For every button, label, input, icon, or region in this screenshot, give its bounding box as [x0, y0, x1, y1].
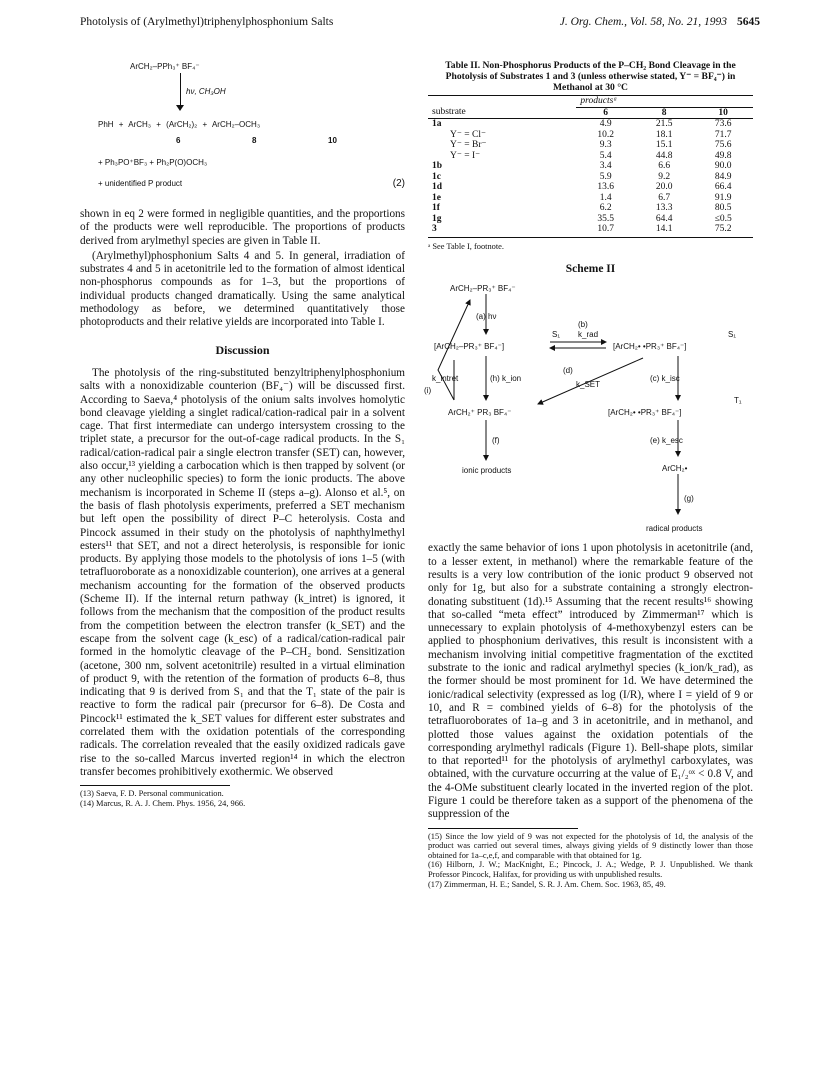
table-cell: 1.4	[599, 192, 612, 203]
footnote-rule	[428, 828, 578, 829]
scheme-t1-label: T₁	[734, 396, 742, 406]
table-cell-substrate: Y⁻ = Cl⁻	[450, 129, 486, 140]
table-cell: 13.6	[597, 182, 614, 192]
scheme-ion-pair: ArCH₂⁺ PR₃ BF₄⁻	[448, 408, 512, 418]
table-header: 8	[661, 107, 667, 118]
journal-citation: J. Org. Chem., Vol. 58, No. 21, 1993 5645	[559, 16, 760, 28]
table-row	[428, 161, 753, 172]
right-column	[424, 60, 753, 889]
table-cell: 20.0	[655, 182, 673, 192]
table-cell: 4.9	[599, 119, 612, 129]
scheme-radical-products: radical products	[646, 524, 703, 534]
table-row	[428, 224, 753, 235]
table-cell: 9.2	[658, 171, 671, 182]
table-row	[428, 119, 753, 130]
table-cell: 71.7	[714, 129, 732, 140]
footnote: (17) Zimmerman, H. E.; Sandel, S. R. J. Am. Chem. Soc. 1963, 85, 49.	[428, 879, 666, 889]
scheme-step-d: (d)	[563, 366, 573, 376]
table-cell: 44.8	[655, 150, 673, 161]
table-cell-substrate: Y⁻ = Br⁻	[450, 140, 487, 150]
scheme-step-e: (e) k_esc	[650, 436, 683, 446]
scheme-step-b: (b)	[578, 320, 588, 330]
table-header: 10	[718, 107, 728, 118]
table-cell: 91.9	[714, 192, 732, 203]
table-cell-substrate: 1g	[432, 213, 442, 224]
footnote: (16) Hilborn, J. W.; MacKnight, E.; Pincock, J. A.; Wedge, P. J. Unpublished. We thank Professor Pincock, Halifax, for providing us with unpublished results.	[428, 860, 753, 879]
scheme-substrate: ArCH₂–PR₃⁺ BF₄⁻	[450, 284, 516, 294]
eq2-reactant: ArCH₂–PPh₃⁺ BF₄⁻	[130, 62, 200, 71]
left-column	[80, 60, 405, 808]
table-cell: 6.7	[658, 192, 671, 203]
table-cell: 15.1	[655, 140, 673, 150]
scheme-kintret: k_intret	[432, 374, 459, 384]
scheme-step-a: (a) hν	[476, 312, 497, 322]
table-cell: 75.6	[714, 140, 732, 150]
table-cell: 75.2	[714, 224, 732, 234]
table-cell: 66.4	[714, 182, 732, 192]
section-heading: Discussion	[215, 342, 270, 357]
table-cell: 3.4	[599, 161, 612, 171]
table-cell: 5.4	[599, 150, 612, 161]
scheme-s1-label: S₁	[552, 330, 561, 340]
table-cell: 9.3	[599, 140, 612, 150]
table-cell: 6.6	[658, 161, 671, 171]
eq2-products-2: + Ph₃PO⁺BF₃ + Ph₂P(O)OCH₃	[98, 158, 208, 167]
running-header	[80, 16, 760, 34]
table-cell-substrate: 1f	[432, 203, 440, 213]
running-title: Photolysis of (Arylmethyl)triphenylphosphonium Salts	[80, 16, 334, 28]
table-cell-substrate: 1d	[432, 182, 443, 192]
table-cell: 10.7	[597, 224, 614, 234]
table-row	[428, 203, 753, 214]
table-2	[428, 95, 753, 235]
scheme-step-h: (h) k_ion	[490, 374, 522, 384]
footnote: (13) Saeva, F. D. Personal communication.	[80, 789, 224, 799]
footnote: (14) Marcus, R. A. J. Chem. Phys. 1956, 24, 966.	[80, 798, 246, 808]
table-cell: 90.0	[714, 161, 732, 171]
equation-2	[80, 60, 405, 208]
table-row	[428, 151, 753, 162]
scheme-krad: k_rad	[578, 330, 599, 340]
table-cell: 49.8	[714, 150, 732, 161]
footnote-rule	[80, 785, 230, 786]
table-cell-substrate: 1e	[432, 192, 441, 203]
table-cell: 73.6	[714, 119, 732, 129]
scheme-s1-label: S₁	[728, 330, 737, 340]
scheme-s1-radical-pair: [ArCH₂• •PR₃⁺ BF₄⁻]	[613, 342, 687, 352]
table-cell-substrate: 3	[432, 224, 437, 234]
paragraph: The photolysis of the ring-substituted benzyltriphenylphosphonium salts with a nonoxidizable counterion (BF₄⁻) will be discussed first. According to Saeva,⁴ photolysis of the onium salts involves homolytic bond cleavage yielding a singlet radical/cation-radical pair in a solvent cage. That first intermediate can undergo intersystem crossing to the triplet state, a precursor for the out-of-cage radical products. In the S₁ radical/cation-radical pair a single electron transfer (SET) can, however, also occur,¹³ yielding a carbocation which is then trapped by solvent (or any other nucleophilic species) to form the ionic products. The above mechanism is incorporated in Scheme II (steps a–g). Alonso et al.⁵, on the basis of flash photolysis experiments, preferred a SET mechanism but left open the possibility of direct P–C heterolysis. Costa and Pincock assumed in their study on the photolysis of naphthylmethyl esters¹¹ that SET, and not a direct heterolysis, is responsible for ionic products. By applying those models to the photolysis of ions 1–5 (with tetrafluoroborate as a nonoxidizable counterion), one arrives at a general mechanism accounting for the formation of the observed products (Scheme II). If the internal return pathway (k_intret) is ignored, it follows from the mechanism that the composition of the product results from the competition between the electron transfer (k_SET) and the escape from the solvent cage (k_esc) of a radical/cation-radical pair formed in the homolytic cleavage of the P–CH₂ bond. Sensitization (acetone, 300 nm, solvent acetonitrile) resulted in a virtual elimination of product 9, with the retention of the formation of products 6–8, thus indicating that 9 is derived from S₁ and that the T₁ state of the pair is reactive to form the radical pair (precursor for 6–8). De Costa and Pincock¹¹ estimated the k_SET values for different ester substrates and correlated them with the oxidation potentials of the corresponding radicals. The correlation revealed that the easily oxidized radicals gave rise to the so-called Marcus inverted region¹⁴ in which the electron transfer becomes prohibitively exothermic. We observed	[80, 366, 405, 778]
paragraph: exactly the same behavior of ions 1 upon photolysis in acetonitrile (and, to a lesser extent, in methanol) where the remarkable feature of the results is a very low contribution of the ionic product 9 observed not only for 1g, but also for a substrate containing a strongly electron-donating substituent (1d).¹⁵ Assuming that the recent results¹⁶ showing that so-called “meta effect” introduced by Zimmerman¹⁷ which is unnecessary to explain photolysis of 4-methoxybenzyl esters can be applied to phosphonium derivatives, this result is inconsistent with a mechanism involving initial competitive fragmentation of the exctited substrate to the ionic and radical arylmethyl species (k_ion/k_rad), as the former should be most prominent for 1d. We have determined the ionic/radical selectivity (expressed as log (I/R), where I = yield of 9 or 10, and R = combined yields of 6–8) for the photolysis of the tetrafluoroborates of 1a–g and 3 in acetonitrile, and in methanol, and plotted those values against the oxidation potentials of the corresponding arylmethyl radicals (Figure 1). Bell-shape plots, similar to that reported¹¹ for the photolysis of arylmethyl carboxylates, was obtained, with the curvature occurring at the value of E₁/₂ᵒˣ < 0.8 V, and the 4-OMe substituent clearly located in the inverted region of the plot. Figure 1 could be therefore taken as a support of the phenomena of the suppression of the	[428, 542, 753, 821]
table-cell: 14.1	[655, 224, 673, 234]
table-cell-substrate: 1b	[432, 161, 443, 171]
scheme-t1-pair: [ArCH₂• •PR₃⁺ BF₄⁻]	[608, 408, 682, 418]
eq2-condition: hν, CH₃OH	[186, 87, 226, 96]
table-row	[428, 140, 753, 151]
table-cell: 84.9	[714, 171, 732, 182]
paragraph: shown in eq 2 were formed in negligible quantities, and the proportions of the products were well reproducible. The proportions of products derived from arylmethyl species are given in Table II.	[80, 208, 405, 247]
eq2-arrowhead	[176, 105, 184, 111]
table-cell: 64.4	[655, 213, 673, 224]
scheme-arylmethyl-radical: ArCH₂•	[662, 464, 688, 474]
scheme-step-f: (f)	[492, 436, 500, 446]
table-row	[428, 182, 753, 193]
scheme-ionic-products: ionic products	[462, 466, 512, 476]
scheme-2	[424, 280, 753, 542]
table-cell-substrate: 1c	[432, 171, 441, 182]
table-cell: 80.5	[714, 203, 732, 213]
table-cell: 21.5	[655, 119, 673, 129]
table-cell: 6.2	[599, 203, 612, 213]
page-number: 5645	[737, 16, 760, 28]
table-row	[428, 172, 753, 183]
eq2-arrow	[180, 73, 181, 109]
paragraph: (Arylmethyl)phosphonium Salts 4 and 5. In general, irradiation of substrates 4 and 5 in acetonitrile led to the formation of almost identical non-phosphorus compounds as for 1–3, but the proportions of individual products changed dramatically. Using the same analytical methodology as before, we determined quantitatively those photoproducts and their relative yields are incorporated into Table I.	[80, 249, 405, 329]
eq2-label: (2)	[392, 178, 405, 189]
table-cell: 35.5	[597, 213, 614, 224]
scheme-title: Scheme II	[565, 263, 616, 276]
table-header: 6	[603, 107, 609, 118]
eq2-products: PhH + ArCH₃ + (ArCH₂)₂ + ArCH₂–OCH₃	[98, 120, 261, 129]
footnote: (15) Since the low yield of 9 was not expected for the photolysis of 1d, the analysis of the product was carried out several times, always giving yields of 9 distinctly lower than those obtained for 1a–c,e,f, and comparable with that obtained for 1g.	[428, 831, 753, 860]
scheme-step-g: (g)	[684, 494, 694, 504]
table-cell: 10.2	[597, 129, 614, 140]
table-footnote: ᵃ See Table I, footnote.	[428, 241, 504, 251]
scheme-step-i: (i)	[424, 386, 432, 396]
table-row	[428, 130, 753, 141]
table-row	[428, 193, 753, 204]
table-group-header: productsᵃ	[576, 96, 753, 108]
eq2-num-8: 8	[252, 136, 257, 145]
eq2-num-6: 6	[176, 136, 181, 145]
table-row	[428, 214, 753, 225]
eq2-products-3: + unidentified P product	[98, 179, 183, 188]
scheme-step-c: (c) k_isc	[650, 374, 680, 384]
table-cell-substrate: 1a	[432, 119, 442, 129]
table-cell-substrate: Y⁻ = I⁻	[450, 150, 481, 161]
table-cell: 18.1	[655, 129, 673, 140]
scheme-s1-pair: [ArCH₂–PR₃⁺ BF₄⁻]	[434, 342, 505, 352]
table-cell: 13.3	[655, 203, 673, 213]
table-header: substrate	[432, 107, 466, 118]
table-cell: 5.9	[599, 171, 612, 182]
table-caption: Table II. Non-Phosphorus Products of the P–CH₂ Bond Cleavage in the Photolysis of Substrates 1 and 3 (unless otherwise stated, Y⁻ = BF₄⁻) in Methanol at 30 °C	[445, 60, 736, 93]
table-cell: ≤0.5	[714, 213, 732, 224]
eq2-num-10: 10	[328, 136, 337, 145]
scheme-kset: k_SET	[576, 380, 601, 390]
